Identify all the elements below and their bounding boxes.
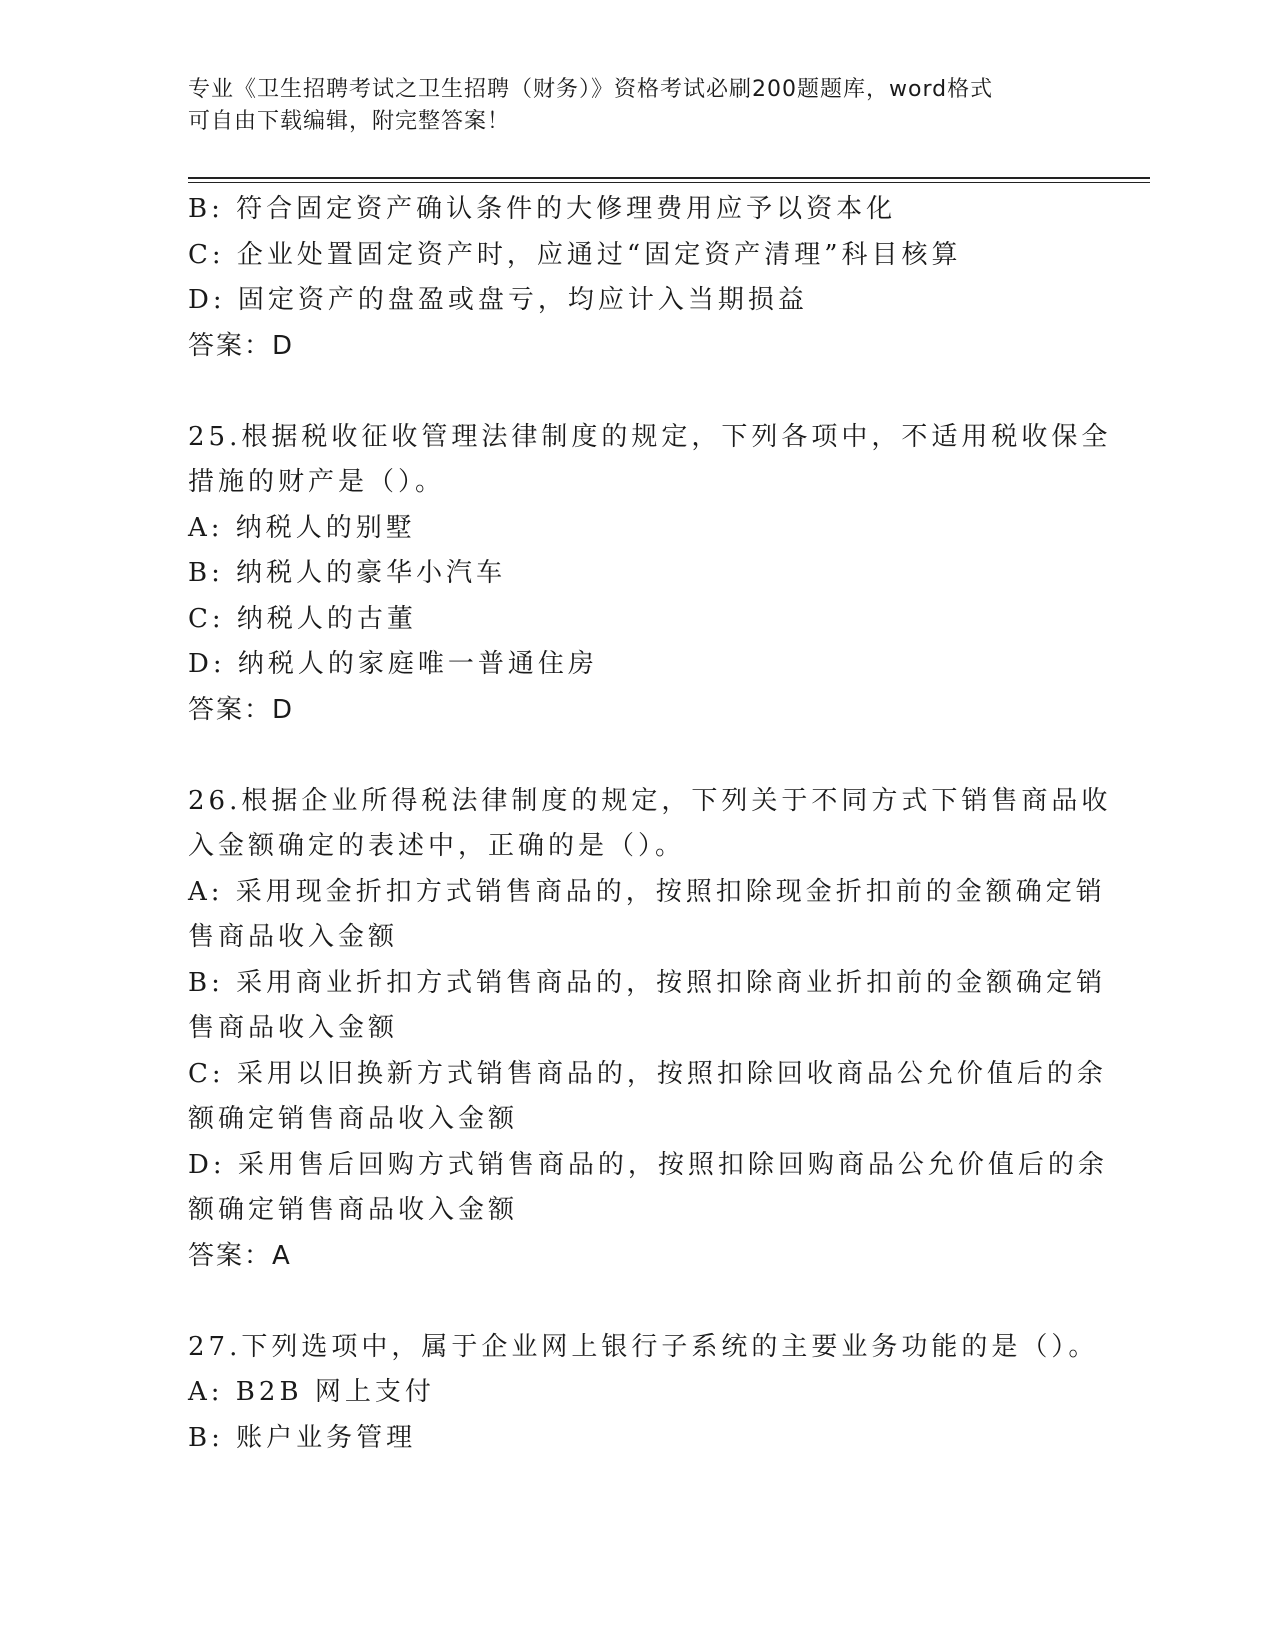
q27-option-b: B: 账户业务管理 — [188, 1422, 417, 1453]
q26-option-a-line-1: A: 采用现金折扣方式销售商品的，按照扣除现金折扣前的金额确定销 — [188, 876, 1106, 907]
q26-option-b-line-1: B: 采用商业折扣方式销售商品的，按照扣除商业折扣前的金额确定销 — [188, 967, 1107, 998]
q27-option-a: A: B2B 网上支付 — [188, 1377, 435, 1407]
q25-option-c: C: 纳税人的古董 — [188, 603, 417, 634]
q24-option-d: D: 固定资产的盘盈或盘亏，均应计入当期损益 — [188, 285, 808, 315]
q25-stem-line-1: 25.根据税收征收管理法律制度的规定，下列各项中，不适用税收保全 — [188, 421, 1112, 452]
q25-stem-line-2: 措施的财产是（）。 — [188, 467, 446, 497]
q26-stem-line-2: 入金额确定的表述中，正确的是（）。 — [188, 831, 686, 861]
spacer — [188, 1279, 1088, 1325]
header-divider-thick — [188, 177, 1150, 179]
header-line-2: 可自由下载编辑，附完整答案！ — [188, 109, 511, 134]
q24-option-c: C: 企业处置固定资产时，应通过“固定资产清理”科目核算 — [188, 239, 962, 270]
question-content — [188, 187, 1112, 1461]
q26-option-b-line-2: 售商品收入金额 — [188, 1013, 399, 1043]
q26-stem-line-1: 26.根据企业所得税法律制度的规定，下列关于不同方式下销售商品收 — [188, 785, 1112, 816]
q25-option-d: D: 纳税人的家庭唯一普通住房 — [188, 649, 598, 679]
header-divider-thin — [188, 182, 1150, 183]
q27-stem-line-1: 27.下列选项中，属于企业网上银行子系统的主要业务功能的是（）。 — [188, 1331, 1099, 1362]
q26-option-c-line-2: 额确定销售商品收入金额 — [188, 1104, 519, 1134]
q25-option-a: A: 纳税人的别墅 — [188, 512, 416, 543]
q24-answer: 答案：D — [188, 330, 295, 361]
q24-option-b: B: 符合固定资产确认条件的大修理费用应予以资本化 — [188, 194, 897, 224]
header-line-1: 专业《卫生招聘考试之卫生招聘（财务）》资格考试必刷200题题库，word格式 — [188, 77, 994, 102]
q26-option-d-line-2: 额确定销售商品收入金额 — [188, 1195, 519, 1225]
spacer — [188, 369, 1088, 415]
q26-option-a-line-2: 售商品收入金额 — [188, 922, 399, 952]
document-header — [188, 74, 1068, 138]
q25-answer: 答案：D — [188, 694, 295, 725]
q26-option-d-line-1: D: 采用售后回购方式销售商品的，按照扣除回购商品公允价值后的余 — [188, 1149, 1108, 1180]
q26-answer: 答案：A — [188, 1240, 292, 1271]
q25-option-b: B: 纳税人的豪华小汽车 — [188, 558, 507, 588]
spacer — [188, 733, 1088, 779]
q26-option-c-line-1: C: 采用以旧换新方式销售商品的，按照扣除回收商品公允价值后的余 — [188, 1058, 1107, 1089]
